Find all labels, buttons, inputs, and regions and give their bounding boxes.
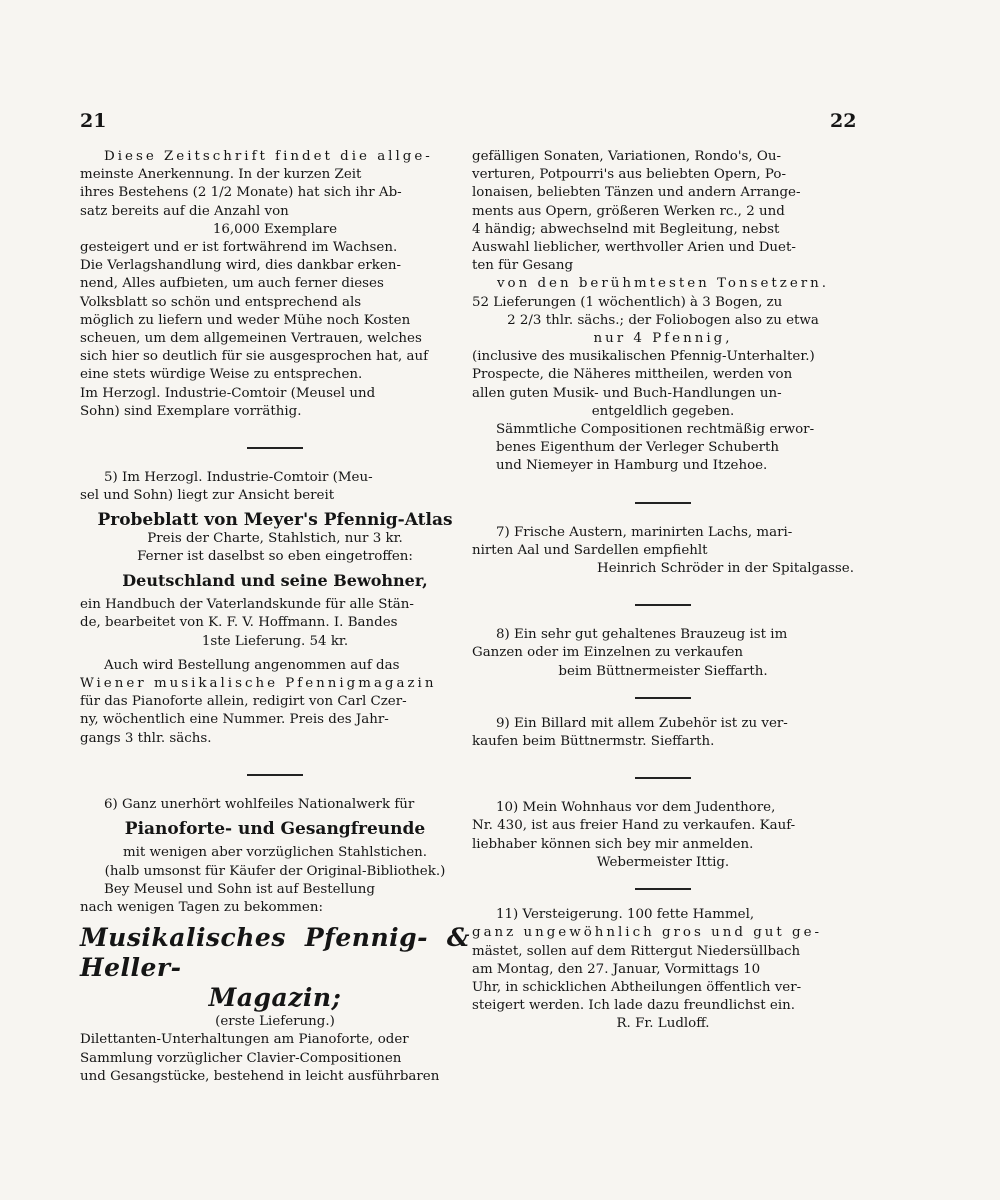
text-line: gangs 3 thlr. sächs. xyxy=(80,730,212,746)
text-line: entgeldlich gegeben. xyxy=(591,403,735,419)
text-line: mit wenigen aber vorzüglichen Stahlstichen. xyxy=(122,845,428,861)
book-title: Deutschland und seine Bewohner, xyxy=(122,571,428,591)
text-line: von den berühmtesten Tonsetzern. xyxy=(496,276,830,292)
text-line: 5) Im Herzogl. Industrie-Comtoir (Meu- xyxy=(104,470,373,486)
text-line: benes Eigenthum der Verleger Schuberth xyxy=(496,440,780,456)
page-number-right: 22 xyxy=(830,110,857,132)
advertisement-11 xyxy=(472,906,854,1033)
text-line: Wiener musikalische Pfennigmagazin xyxy=(80,676,437,692)
text-line: Die Verlagshandlung wird, dies dankbar erken- xyxy=(80,258,401,274)
text-line: kaufen beim Büttnermstr. Sieffarth. xyxy=(472,734,715,750)
text-line: gefälligen Sonaten, Variationen, Rondo's, Ou- xyxy=(472,149,782,164)
text-line: nur 4 Pfennig, xyxy=(593,331,733,347)
text-line: Prospecte, die Näheres mittheilen, werden von xyxy=(472,367,793,383)
intro-notice xyxy=(80,148,470,421)
text-line: (erste Lieferung.) xyxy=(215,1014,335,1030)
advertiser-signature: R. Fr. Ludloff. xyxy=(616,1016,710,1032)
separator-rule xyxy=(247,447,303,449)
advertisement-5 xyxy=(80,469,470,748)
text-line: Im Herzogl. Industrie-Comtoir (Meusel und xyxy=(80,385,376,401)
advertisement-8 xyxy=(472,626,854,681)
text-line: satz bereits auf die Anzahl von xyxy=(80,203,289,219)
text-line: ganz ungewöhnlich gros und gut ge- xyxy=(472,925,823,941)
text-line: mästet, sollen auf dem Rittergut Niedersüllbach xyxy=(472,943,801,959)
price-line: Preis der Charte, Stahlstich, nur 3 kr. xyxy=(147,530,403,546)
text-line: am Montag, den 27. Januar, Vormittags 10 xyxy=(472,961,761,977)
text-line: Nr. 430, ist aus freier Hand zu verkaufen. Kauf- xyxy=(472,818,796,834)
text-line: Ferner ist daselbst so eben eingetroffen: xyxy=(137,548,413,564)
text-line: Sohn) sind Exemplare vorräthig. xyxy=(80,403,302,419)
text-line: 8) Ein sehr gut gehaltenes Brauzeug ist im xyxy=(496,627,788,643)
text-line: Sämmtliche Compositionen rechtmäßig erwor- xyxy=(496,422,815,438)
text-line: nend, Alles aufbieten, um auch ferner dieses xyxy=(80,276,384,292)
text-line: sel und Sohn) liegt zur Ansicht bereit xyxy=(80,488,335,504)
text-line: Diese Zeitschrift findet die allge- xyxy=(104,149,433,164)
separator-rule xyxy=(635,888,691,890)
text-line: meinste Anerkennung. In der kurzen Zeit xyxy=(80,167,362,183)
advertiser-signature: Heinrich Schröder in der Spitalgasse. xyxy=(597,561,854,577)
ad-title: Probeblatt von Meyer's Pfennig-Atlas xyxy=(97,510,453,531)
advertiser-signature: Webermeister Ittig. xyxy=(596,854,730,870)
text-line: 9) Ein Billard mit allem Zubehör ist zu ver- xyxy=(496,715,788,731)
text-line: möglich zu liefern und weder Mühe noch Kosten xyxy=(80,312,411,328)
text-line: ny, wöchentlich eine Nummer. Preis des Jahr- xyxy=(80,712,389,728)
text-line: 52 Lieferungen (1 wöchentlich) à 3 Bogen, zu xyxy=(472,294,783,310)
separator-rule xyxy=(635,502,691,504)
text-line: verturen, Potpourri's aus beliebten Opern, Po- xyxy=(472,167,786,183)
text-line: allen guten Musik- und Buch-Handlungen un- xyxy=(472,385,782,401)
ad-title: Pianoforte- und Gesangfreunde xyxy=(124,819,426,840)
text-line: (inclusive des musikalischen Pfennig-Unterhalter.) xyxy=(472,349,815,365)
text-line: Uhr, in schicklichen Abtheilungen öffentlich ver- xyxy=(472,979,802,995)
copies-count: 16,000 Exemplare xyxy=(212,221,338,237)
text-line: 1ste Lieferung. 54 kr. xyxy=(201,633,349,649)
text-line: de, bearbeitet von K. F. V. Hoffmann. I. Bandes xyxy=(80,615,398,631)
text-line: (halb umsonst für Käufer der Original-Bibliothek.) xyxy=(104,863,446,879)
text-line: Ganzen oder im Einzelnen zu verkaufen xyxy=(472,645,744,661)
text-line: 10) Mein Wohnhaus vor dem Judenthore, xyxy=(496,800,776,816)
left-column xyxy=(80,148,470,1086)
advertiser-signature: beim Büttnermeister Sieffarth. xyxy=(558,663,768,679)
advertisement-6-continued xyxy=(472,148,854,476)
text-line: und Gesangstücke, bestehend in leicht ausführbaren xyxy=(80,1068,440,1084)
magazine-title: Musikalisches Pfennig- & Heller- xyxy=(80,923,470,983)
advertisement-7 xyxy=(472,524,854,579)
text-line: eine stets würdige Weise zu entsprechen. xyxy=(80,367,363,383)
text-line: Auch wird Bestellung angenommen auf das xyxy=(104,657,400,673)
text-line: nach wenigen Tagen zu bekommen: xyxy=(80,899,323,915)
magazine-title-cont: Magazin; xyxy=(208,983,342,1013)
text-line: 6) Ganz unerhört wohlfeiles Nationalwerk für xyxy=(104,796,415,812)
separator-rule xyxy=(635,604,691,606)
text-line: ein Handbuch der Vaterlandskunde für alle Stän- xyxy=(80,597,414,613)
text-line: nirten Aal und Sardellen empfiehlt xyxy=(472,542,708,558)
text-line: Volksblatt so schön und entsprechend als xyxy=(80,294,362,310)
text-line: 7) Frische Austern, marinirten Lachs, mari- xyxy=(496,524,793,540)
text-line: 11) Versteigerung. 100 fette Hammel, xyxy=(496,907,755,923)
text-line: steigert werden. Ich lade dazu freundlichst ein. xyxy=(472,998,795,1014)
text-line: 4 händig; abwechselnd mit Begleitung, nebst xyxy=(472,221,780,237)
text-line: 2 2/3 thlr. sächs.; der Foliobogen also zu etwa xyxy=(507,312,819,328)
text-line: und Niemeyer in Hamburg und Itzehoe. xyxy=(496,458,768,474)
text-line: ments aus Opern, größeren Werken rc., 2 und xyxy=(472,203,785,219)
page-number-left: 21 xyxy=(80,110,107,132)
text-line: scheuen, um dem allgemeinen Vertrauen, welches xyxy=(80,331,422,347)
text-line: lonaisen, beliebten Tänzen und andern Arrange- xyxy=(472,185,801,201)
separator-rule xyxy=(635,777,691,779)
text-line: Bey Meusel und Sohn ist auf Bestellung xyxy=(104,881,375,897)
text-line: für das Pianoforte allein, redigirt von Carl Czer- xyxy=(80,694,407,710)
text-line: ihres Bestehens (2 1/2 Monate) hat sich ihr Ab- xyxy=(80,185,402,201)
right-column xyxy=(472,148,854,1034)
text-line: liebhaber können sich bey mir anmelden. xyxy=(472,836,754,852)
separator-rule xyxy=(247,774,303,776)
text-line: ten für Gesang xyxy=(472,258,574,274)
advertisement-9 xyxy=(472,715,854,751)
text-line: Auswahl lieblicher, werthvoller Arien und Duet- xyxy=(472,240,796,256)
advertisement-10 xyxy=(472,799,854,872)
text-line: gesteigert und er ist fortwährend im Wachsen. xyxy=(80,240,398,256)
text-line: Sammlung vorzüglicher Clavier-Compositionen xyxy=(80,1050,402,1066)
advertisement-6 xyxy=(80,796,470,1086)
text-line: sich hier so deutlich für sie ausgesprochen hat, auf xyxy=(80,349,429,365)
text-line: Dilettanten-Unterhaltungen am Pianoforte, oder xyxy=(80,1032,409,1048)
separator-rule xyxy=(635,697,691,699)
